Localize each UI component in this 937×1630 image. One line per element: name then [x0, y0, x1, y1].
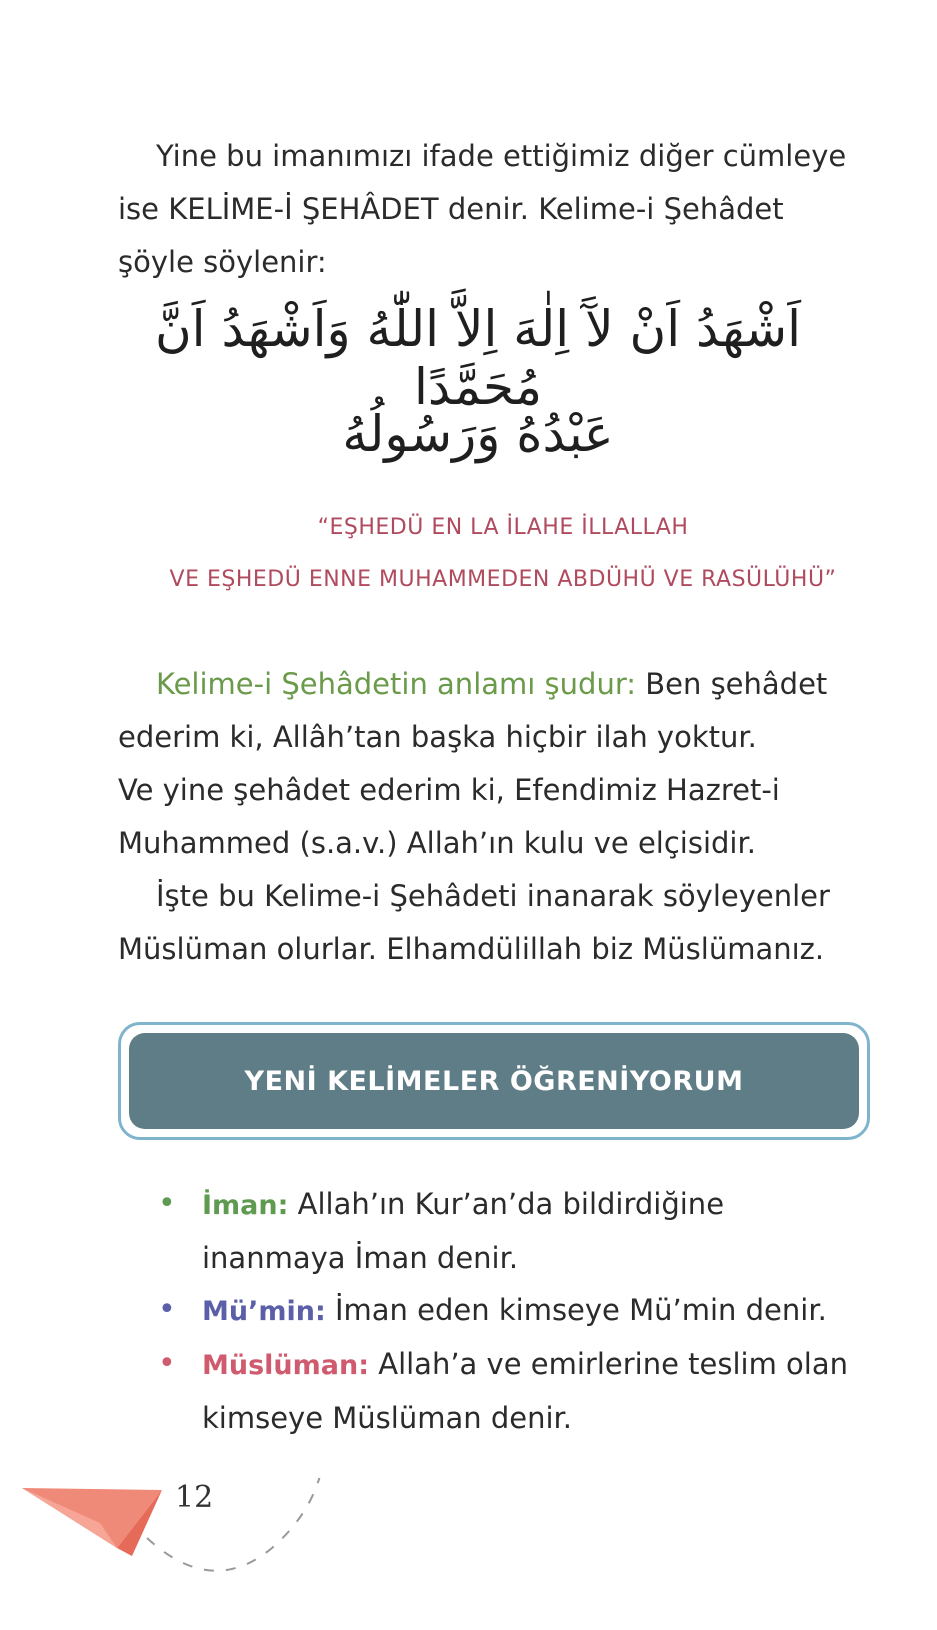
intro-line-3: şöyle söylenir: [118, 245, 327, 279]
meaning-lead: Kelime-i Şehâdetin anlamı şudur: [156, 667, 637, 701]
definition-text-cont: inanmaya İman denir. [202, 1241, 519, 1275]
meaning-line-2: ederim ki, Allâh’tan başka hiçbir ilah yoktur. [118, 720, 757, 754]
page-number: 12 [175, 1480, 214, 1515]
definition-text: Allah’ın Kur’an’da bildirdiğine [288, 1187, 725, 1221]
meaning-line-4: Muhammed (s.a.v.) Allah’ın kulu ve elçisidir. [118, 826, 756, 860]
section-banner [118, 1022, 870, 1140]
definition-text: İman eden kimseye Mü’min denir. [325, 1293, 827, 1327]
definition-term: Mü’min: [202, 1296, 326, 1327]
meaning-para2-line-1: İşte bu Kelime-i Şehâdeti inanarak söyleyenler [156, 879, 830, 913]
definition-term: İman: [202, 1190, 289, 1221]
transliteration-line-1: “EŞHEDÜ EN LA İLAHE İLLALLAH [317, 515, 689, 540]
definition-musluman [150, 1338, 890, 1444]
definitions-list [150, 1178, 890, 1444]
section-banner-inner [129, 1033, 859, 1129]
bullet-icon: • [158, 1292, 176, 1327]
bullet-icon: • [158, 1346, 176, 1381]
arabic-line-2: عَبْدُهُ وَرَسُولُهُ [342, 405, 614, 463]
definition-text: Allah’a ve emirlerine teslim olan [369, 1347, 849, 1381]
definition-iman [150, 1178, 890, 1284]
intro-line-2: ise KELİME-İ ŞEHÂDET denir. Kelime-i Şehâdet [118, 192, 784, 226]
meaning-line-1-rest: Ben şehâdet [636, 667, 828, 701]
arabic-line-1: اَشْهَدُ اَنْ لآَ اِلٰهَ اِلاَّ اللّٰهُ وَاَشْهَدُ اَنَّ مُحَمَّدًا [154, 300, 802, 416]
meaning-para2-line-2: Müslüman olurlar. Elhamdülillah biz Müslümanız. [118, 932, 825, 966]
bullet-icon: • [158, 1186, 176, 1221]
section-banner-title: YENİ KELİMELER ÖĞRENİYORUM [244, 1065, 744, 1097]
intro-paragraph [118, 130, 888, 289]
intro-line-1: Yine bu imanımızı ifade ettiğimiz diğer cümleye [156, 139, 847, 173]
definition-text-cont: kimseye Müslüman denir. [202, 1401, 573, 1435]
transliteration-line-2: VE EŞHEDÜ ENNE MUHAMMEDEN ABDÜHÜ VE RASÜLÜHÜ” [169, 567, 837, 592]
definition-mumin [150, 1284, 890, 1338]
meaning-paragraph [118, 658, 888, 976]
definition-term: Müslüman: [202, 1350, 370, 1381]
paper-plane-icon [22, 1478, 322, 1588]
meaning-line-3: Ve yine şehâdet ederim ki, Efendimiz Hazret-i [118, 773, 780, 807]
